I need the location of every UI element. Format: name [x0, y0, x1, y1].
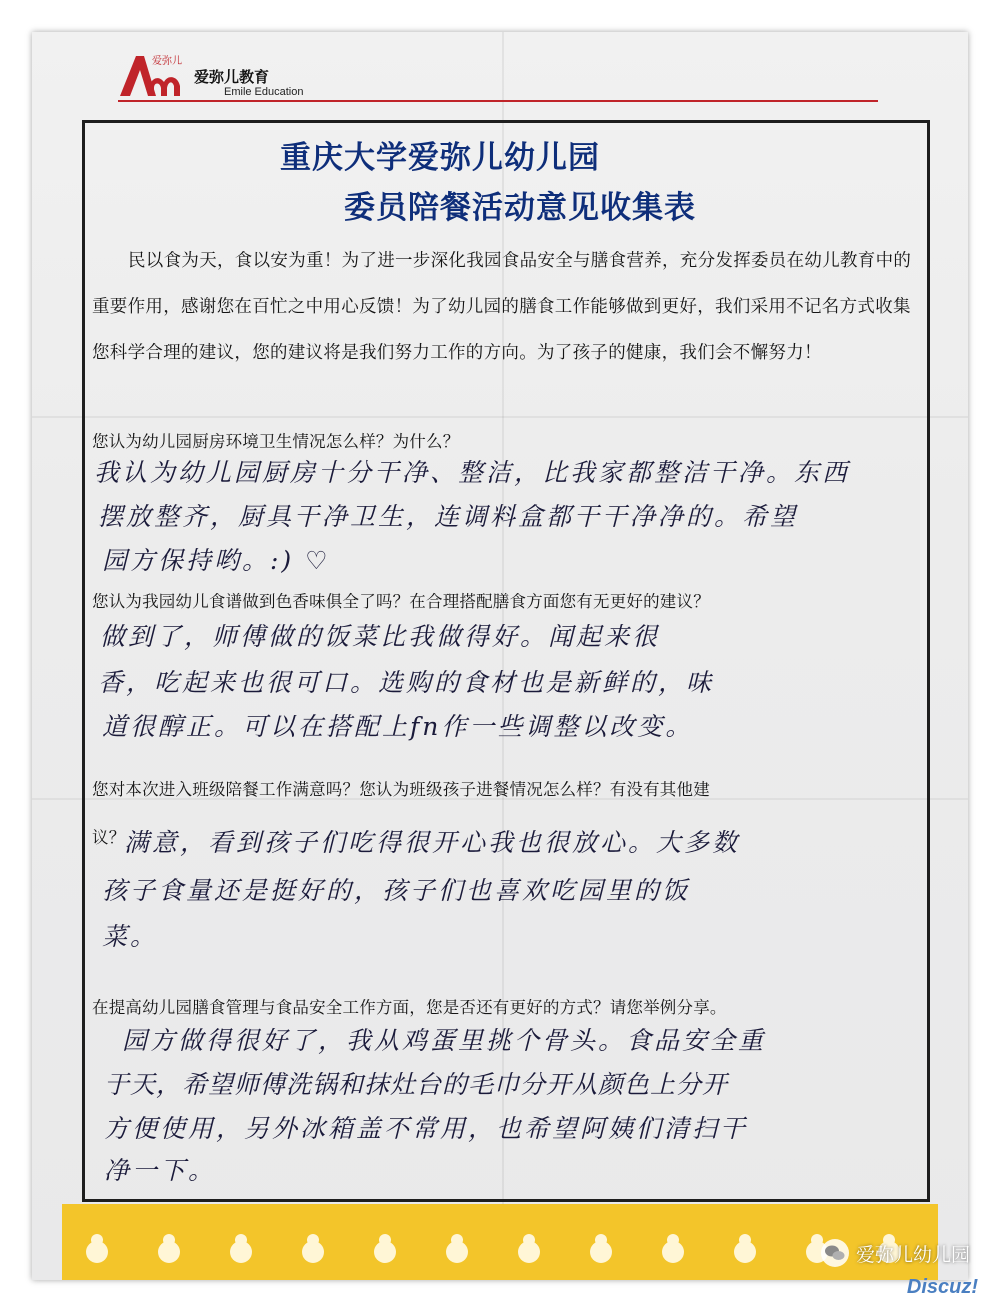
- answer-2-line-1: 做到了，师傅做的饭菜比我做得好。闻起来很: [100, 622, 661, 651]
- question-1: 您认为幼儿园厨房环境卫生情况怎么样？为什么？: [92, 432, 460, 451]
- logo-wordmark: [194, 70, 304, 98]
- answer-3-line-1: 满意，看到孩子们吃得很开心我也很放心。大多数: [124, 828, 741, 857]
- question-3: 您对本次进入班级陪餐工作满意吗？您认为班级孩子进餐情况怎么样？有没有其他建: [92, 780, 710, 799]
- answer-1-line-2: 摆放整齐，厨具干净卫生，连调料盒都干干净净的。希望: [98, 502, 799, 531]
- paper-sheet: [32, 32, 968, 1280]
- forum-watermark: Discuz!: [906, 1276, 978, 1298]
- bird-icon: [730, 1232, 760, 1266]
- logo-name-cn: 爱弥儿教育: [194, 68, 270, 86]
- bird-icon: [586, 1232, 616, 1266]
- answer-2-line-3: 道很醇正。可以在搭配上fn作一些调整以改变。: [102, 712, 694, 741]
- bird-icon: [298, 1232, 328, 1266]
- question-3-continued: 议？: [92, 828, 126, 847]
- question-4: 在提高幼儿园膳食管理与食品安全工作方面，您是否还有更好的方式？请您举例分享。: [92, 998, 727, 1017]
- question-2: 您认为我园幼儿食谱做到色香味俱全了吗？在合理搭配膳食方面您有无更好的建议？: [92, 592, 710, 611]
- bird-icon: [370, 1232, 400, 1266]
- bird-icon: [514, 1232, 544, 1266]
- bird-icon: [226, 1232, 256, 1266]
- logo-name-en: Emile Education: [224, 86, 304, 98]
- answer-3-line-2: 孩子食量还是挺好的，孩子们也喜欢吃园里的饭: [102, 876, 691, 905]
- letterhead-logo: [118, 52, 304, 98]
- bird-icon: [658, 1232, 688, 1266]
- wechat-icon: [820, 1238, 850, 1268]
- answer-1-line-1: 我认为幼儿园厨房十分干净、整洁，比我家都整洁干净。东西: [94, 458, 851, 487]
- bird-icon: [154, 1232, 184, 1266]
- emile-logo-icon: [118, 52, 184, 98]
- logo-small-text: 爱弥儿: [152, 56, 182, 67]
- watermark-text: 爱弥儿幼儿园: [855, 1243, 970, 1266]
- form-title-line1: 重庆大学爱弥儿幼儿园: [280, 140, 600, 176]
- answer-2-line-2: 香，吃起来也很可口。选购的食材也是新鲜的，味: [98, 668, 715, 697]
- answer-4-line-2: 于天，希望师傅洗锅和抹灶台的毛巾分开从颜色上分开: [104, 1070, 729, 1099]
- form-title-line2: 委员陪餐活动意见收集表: [344, 190, 696, 226]
- answer-1-line-3: 园方保持哟。:) ♡: [102, 546, 331, 575]
- wechat-watermark: [820, 1238, 970, 1268]
- answer-4-line-4: 净一下。: [104, 1156, 217, 1185]
- answer-3-line-3: 菜。: [102, 922, 159, 951]
- bird-icon: [442, 1232, 472, 1266]
- answer-4-line-1: 园方做得很好了，我从鸡蛋里挑个骨头。食品安全重: [122, 1026, 767, 1055]
- answer-4-line-3: 方便使用，另外冰箱盖不常用，也希望阿姨们清扫干: [104, 1114, 749, 1143]
- letterhead-rule: [118, 100, 878, 102]
- intro-paragraph: 民以食为天，食以安为重！为了进一步深化我园食品安全与膳食营养，充分发挥委员在幼儿教育中的重要作用，感谢您在百忙之中用心反馈！为了幼儿园的膳食工作能够做到更好，我们采用不记名方式收集您科学合理的建议，您的建议将是我们努力工作的方向。为了孩子的健康，我们会不懈努力！: [92, 251, 912, 363]
- document-photo-frame: [32, 32, 968, 1280]
- footer-bird-pattern: [82, 1232, 904, 1266]
- bird-icon: [82, 1232, 112, 1266]
